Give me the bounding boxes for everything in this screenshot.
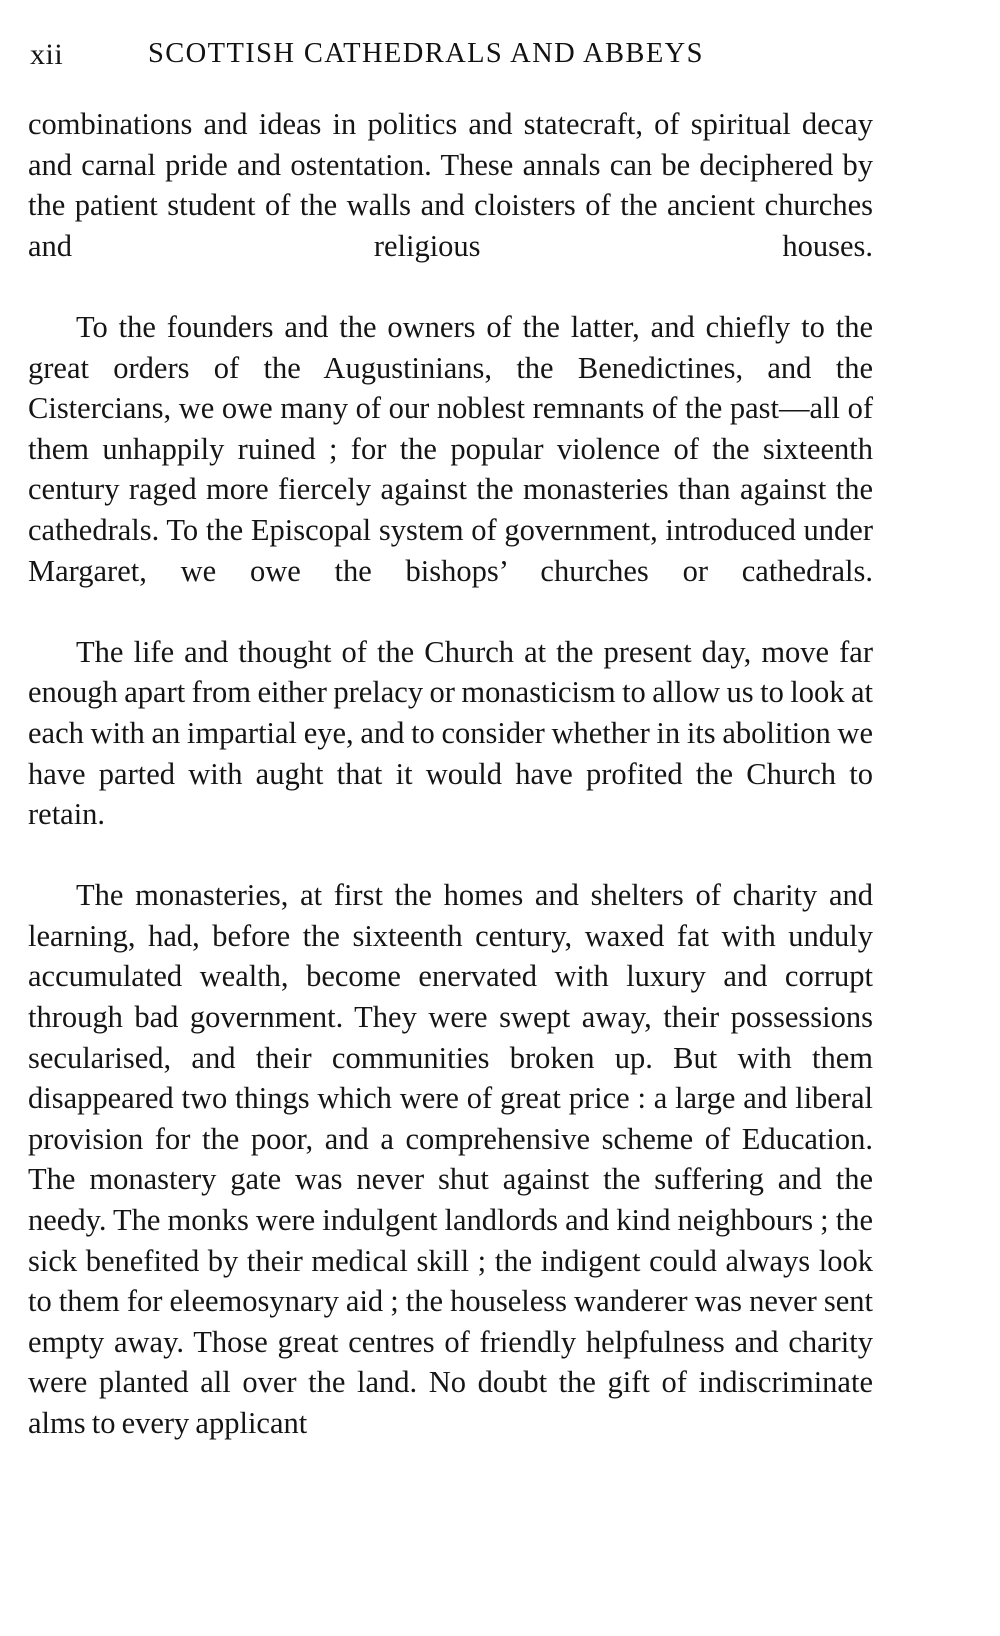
running-head-title: SCOTTISH CATHEDRALS AND ABBEYS (148, 38, 704, 69)
paragraph: combinations and ideas in politics and statecraft, of spiritual decay and carnal pride and ostentation. These annals can be deciphered by the patient student of the walls and cloisters of the ancient churches and religious houses. (28, 107, 873, 263)
running-head (0, 38, 1000, 78)
page-number: xii (30, 38, 64, 71)
paragraph: To the founders and the owners of the latter, and chiefly to the great orders of the Augustinians, the Benedictines, and the Cistercians, we owe many of our noblest remnants of the past—all of them unhappily ruined ; for the popular violence of the sixteenth century raged more fiercely against the monasteries than against the cathedrals. To the Episcopal system of government, introduced under Margaret, we owe the bishops’ churches or cathedrals. (28, 309, 873, 588)
paragraph: The life and thought of the Church at the present day, move far enough apart from either prelacy or monasticism to allow us to look at each with an impartial eye, and to consider whether in its abolition we have parted with aught that it would have profited the Church to retain. (28, 634, 873, 832)
body-text-column (28, 104, 873, 1444)
paragraph: The monasteries, at first the homes and shelters of charity and learning, had, before the sixteenth century, waxed fat with unduly accumulated wealth, become enervated with luxury and corrupt through bad government. They were swept away, their possessions secularised, and their communities broken up. But with them disappeared two things which were of great price : a large and liberal provision for the poor, and a comprehensive scheme of Education. The monastery gate was never shut against the suffering and the needy. The monks were indulgent landlords and kind neighbours ; the sick benefited by their medical skill ; the indigent could always look to them for eleemosynary aid ; the houseless wanderer was never sent empty away. Those great centres of friendly helpfulness and charity were planted all over the land. No doubt the gift of indiscriminate alms to every applicant (28, 878, 873, 1440)
